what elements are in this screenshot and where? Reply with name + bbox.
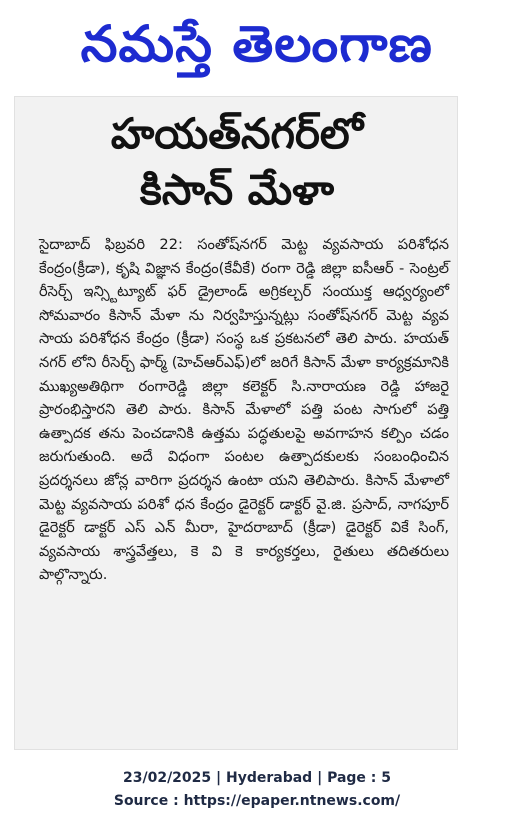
masthead	[0, 0, 514, 88]
headline-line-2: కిసాన్ మేళా	[139, 165, 335, 214]
source-line: Source : https://epaper.ntnews.com/	[113, 793, 401, 809]
article-body: సైదాబాద్ ఫిబ్రవరి 22: సంతోష్‌నగర్ మెట్ట వ్యవసాయ పరిశోధన కేంద్రం(క్రీడా), కృషి విజ్ఞాన కేంద్రం(కేవీకే) రంగా రెడ్డి జిల్లా ఐసీఆర్ - సెంట్రల్ రీసెర్చ్ ఇన్స్టిట్యూట్ ఫర్ డ్రైలాండ్ అగ్రికల్చర్ సంయుక్త ఆధ్వర్యంలో సోమవారం కిసాన్ మేళా ను నిర్వహిస్తున్నట్లు సంతోష్‌నగర్ మెట్ట వ్యవ సాయ పరిశోధన కేంద్రం (క్రీడా) సంస్థ ఒక ప్రకటనలో తెలి పారు. హయత్ నగర్ లోని రీసెర్చ్ ఫార్మ్ (హెచ్ఆర్ఎఫ్)లో జరిగే కిసాన్ మేళా కార్యక్రమానికి ముఖ్యఅతిథిగా రంగారెడ్డి జిల్లా కలెక్టర్ సి.నారాయణ రెడ్డి హాజరై ప్రారంభిస్తారని తెలి పారు. కిసాన్ మేళాలో పత్తి పంట సాగులో పత్తి ఉత్పాదక తను పెంచడానికి ఉత్తమ పద్ధతులపై అవగాహన కల్పిం చడం జరుగుతుంది. అదే విధంగా పంటల ఉత్పాదకులకు సంబంధించిన ప్రదర్శనలు జోన్ల వారిగా ప్రదర్శన ఉంటా యని తెలిపారు. కిసాన్ మేళాలో మెట్ట వ్యవసాయ పరిశో ధన కేంద్రం డైరెక్టర్ డాక్టర్ వై.జి. ప్రసాద్, నాగపూర్ డైరెక్టర్ డాక్టర్ ఎస్ ఎన్ మీరా, హైదరాబాద్ (క్రీడా) డైరెక్టర్ వికే సింగ్, వ్యవసాయ శాస్త్రవేత్తలు, కె వి కె కార్యకర్తలు, రైతులు తదితరులు పాల్గొన్నారు.	[39, 236, 449, 584]
newspaper-title: నమస్తే తెలంగాణ	[80, 15, 434, 73]
article-clipping	[14, 96, 458, 750]
date-location-page: 23/02/2025 | Hyderabad | Page : 5	[122, 770, 392, 786]
headline-line-1: హయత్‌నగర్‌లో	[110, 109, 364, 158]
